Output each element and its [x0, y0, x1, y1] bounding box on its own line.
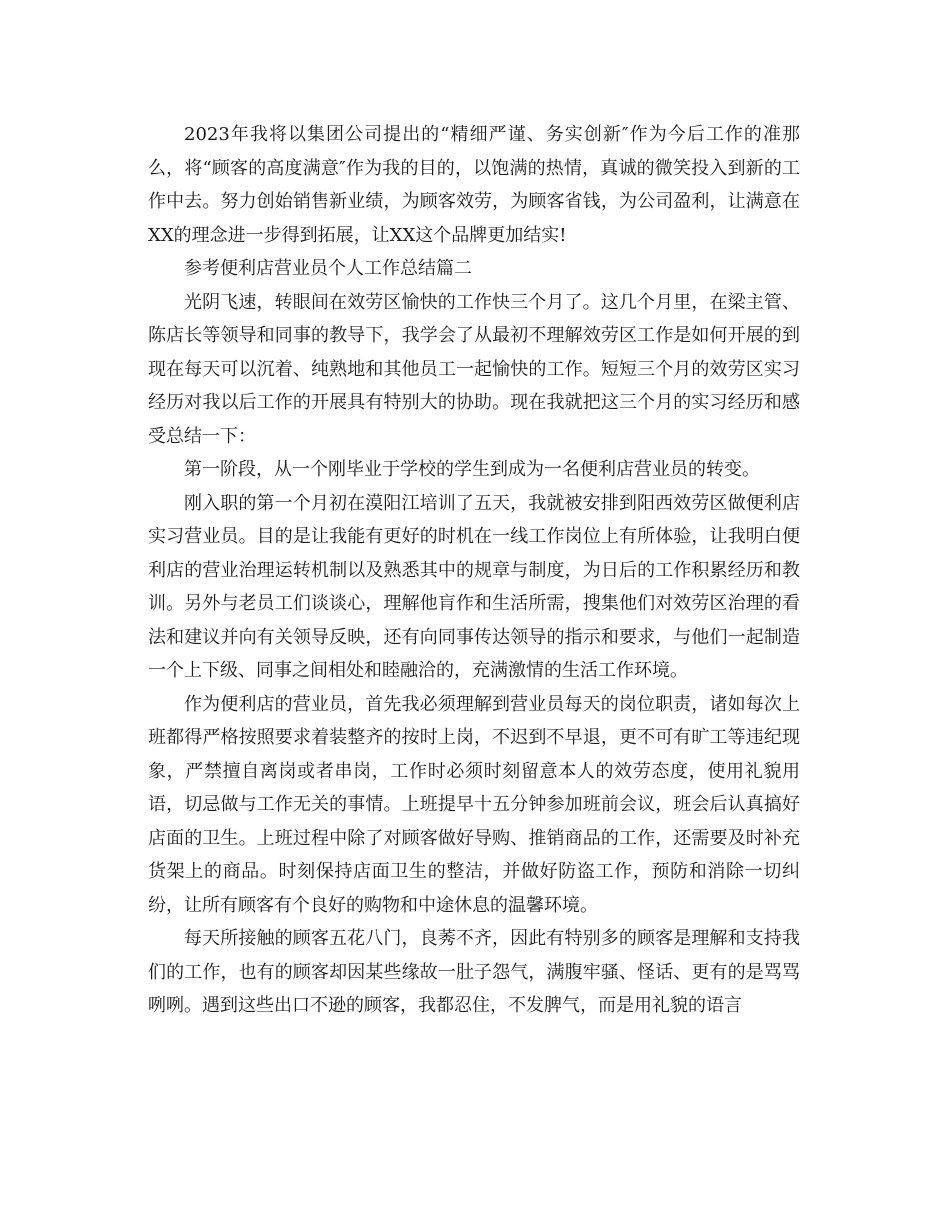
section-heading: 参考便利店营业员个人工作总结篇二: [184, 258, 472, 279]
paragraph-intro: 光阴飞速，转眼间在效劳区愉快的工作快三个月了。这几个月里，在梁主管、陈店长等领导和同事的教导下，我学会了从最初不理解效劳区工作是如何开展的到现在每天可以沉着、纯熟地和其他员工一起愉快的工作。短短三个月的效劳区实习经历对我以后工作的开展具有特别大的协助。现在我就把这三个月的实习经历和感受总结一下：: [148, 291, 800, 447]
paragraph-customers: 每天所接触的顾客五花八门，良莠不齐，因此有特别多的顾客是理解和支持我们的工作，也有的顾客却因某些缘故一肚子怨气，满腹牢骚、怪话、更有的是骂骂咧咧。遇到这些出口不逊的顾客，我都忍住，不发脾气，而是用礼貌的语言: [148, 928, 800, 1016]
paragraph-duties: 作为便利店的营业员，首先我必须理解到营业员每天的岗位职责，诸如每次上班都得严格按照要求着装整齐的按时上岗，不迟到不早退，更不可有旷工等违纪现象，严禁擅自离岗或者串岗，工作时必须时刻留意本人的效劳态度，使用礼貌用语，切忌做与工作无关的事情。上班提早十五分钟参加班前会议，班会后认真搞好店面的卫生。上班过程中除了对顾客做好导购、推销商品的工作，还需要及时补充货架上的商品。时刻保持店面卫生的整洁，并做好防盗工作，预防和消除一切纠纷，让所有顾客有个良好的购物和中途休息的温馨环境。: [148, 693, 800, 916]
document-body: [148, 118, 800, 1023]
paragraph-closing-plan: 2023年我将以集团公司提出的“精细严谨、务实创新″作为今后工作的准那么，将“顾客的高度满意″作为我的目的，以饱满的热情，真诚的微笑投入到新的工作中去。努力创始销售新业绩，为顾客效劳，为顾客省钱，为公司盈利，让满意在XX的理念进一步得到拓展，让XX这个品牌更加结实!: [148, 124, 800, 246]
paragraph-stage-one: 第一阶段，从一个刚毕业于学校的学生到成为一名便利店营业员的转变。: [184, 459, 760, 480]
paragraph-training: 刚入职的第一个月初在漠阳江培训了五天，我就被安排到阳西效劳区做便利店实习营业员。目的是让我能有更好的时机在一线工作岗位上有所体验，让我明白便利店的营业治理运转机制以及熟悉其中的规章与制度，为日后的工作积累经历和教训。另外与老员工们谈谈心，理解他肓作和生活所需，搜集他们对效劳区治理的看法和建议并向有关领导反映，还有向同事传达领导的指示和要求，与他们一起制造一个上下级、同事之间相处和睦融洽的，充满激情的生活工作环境。: [148, 492, 800, 681]
